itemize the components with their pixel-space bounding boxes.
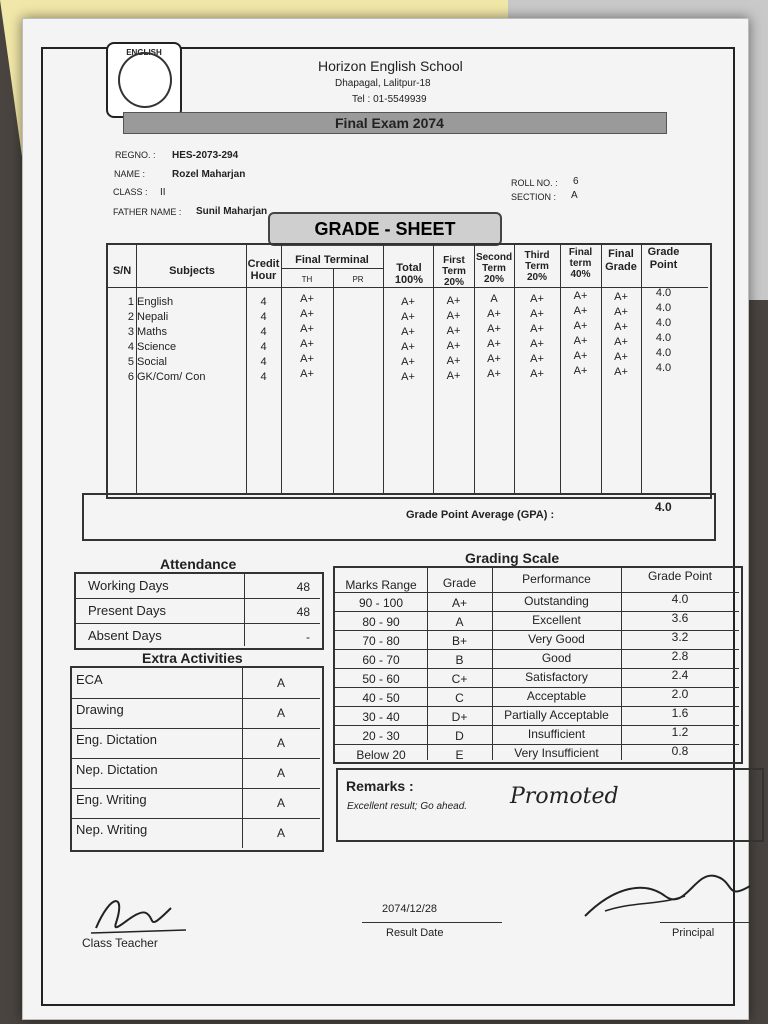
scale-row-performance: Acceptable	[526, 689, 587, 703]
extra-row-value: A	[276, 766, 285, 780]
name-label: NAME :	[114, 169, 146, 179]
row-final-grade: A+	[614, 306, 628, 318]
scale-row-performance: Very Good	[528, 632, 585, 646]
exam-title: Final Exam 2074	[335, 115, 444, 131]
row-subject: Science	[137, 341, 177, 353]
extra-row-value: A	[276, 826, 285, 840]
row-subject: Social	[137, 356, 167, 368]
scale-col-performance: Performance	[522, 572, 591, 586]
col-second-term: Second Term 20%	[475, 252, 513, 285]
school-name: Horizon English School	[318, 58, 463, 74]
row-first-term: A+	[446, 325, 461, 337]
row-second-term: A	[490, 293, 498, 305]
school-logo: ENGLISH	[106, 42, 182, 118]
extra-activities-title: Extra Activities	[142, 650, 243, 666]
row-subject: GK/Com/ Con	[137, 371, 206, 383]
row-total: A+	[401, 311, 415, 323]
row-total: A+	[401, 326, 415, 338]
scale-row-grade: C+	[451, 672, 468, 686]
result-date: 2074/12/28	[382, 903, 438, 915]
scale-row-grade: B	[455, 653, 464, 667]
scale-row-grade: A+	[451, 596, 467, 610]
scale-row-marks: Below 20	[356, 748, 406, 762]
regno-value: HES-2073-294	[172, 150, 239, 161]
row-final-term: A+	[573, 335, 588, 347]
grading-scale-title: Grading Scale	[465, 550, 560, 566]
scale-row-grade: C	[455, 691, 464, 705]
attendance-title: Attendance	[160, 556, 237, 572]
scale-row-marks: 50 - 60	[362, 672, 400, 686]
row-final-grade: A+	[614, 321, 628, 333]
extra-row-label: Nep. Writing	[76, 822, 148, 837]
row-third-term: A+	[530, 338, 544, 350]
gpa-label: Grade Point Average (GPA) :	[406, 509, 555, 521]
roll-label: ROLL NO. :	[511, 178, 558, 188]
extra-row-label: Eng. Writing	[76, 792, 147, 807]
row-credit: 4	[260, 311, 267, 323]
gpa-value: 4.0	[655, 500, 672, 514]
row-total: A+	[401, 296, 415, 308]
row-subject: English	[137, 296, 174, 308]
col-credit-hour: Credit Hour	[247, 258, 280, 282]
extra-row-value: A	[276, 796, 285, 810]
scale-row-marks: 30 - 40	[362, 710, 400, 724]
scale-row-marks: 70 - 80	[362, 634, 400, 648]
extra-row-divider	[72, 818, 320, 819]
section-label: SECTION :	[511, 192, 557, 202]
scale-row-marks: 90 - 100	[358, 596, 404, 610]
row-sn: 3	[127, 326, 134, 338]
grade-sheet-title: GRADE - SHEET	[268, 212, 502, 246]
principal-signature	[575, 856, 755, 926]
row-th: A+	[300, 293, 314, 305]
row-th: A+	[300, 338, 314, 350]
row-grade-point: 4.0	[655, 302, 672, 314]
school-address: Dhapagal, Lalitpur-18	[335, 78, 431, 89]
row-th: A+	[300, 368, 314, 380]
extra-row-divider	[72, 788, 320, 789]
scale-col-marks: Marks Range	[345, 578, 417, 592]
row-second-term: A+	[487, 368, 501, 380]
scale-row-grade: B+	[451, 634, 467, 648]
scale-row-marks: 60 - 70	[362, 653, 400, 667]
row-total: A+	[401, 356, 415, 368]
row-th: A+	[300, 353, 314, 365]
gpa-row	[82, 493, 716, 541]
scale-row-grade: A	[455, 615, 464, 629]
row-first-term: A+	[446, 355, 461, 367]
scale-row-gp: 2.4	[671, 668, 689, 682]
row-credit: 4	[260, 356, 267, 368]
col-final-grade: Final Grade	[605, 248, 637, 273]
scale-row-gp: 3.6	[671, 611, 689, 625]
row-th: A+	[300, 308, 314, 320]
row-third-term: A+	[530, 293, 544, 305]
attendance-row-label: Working Days	[88, 578, 169, 593]
extra-row-value: A	[276, 706, 285, 720]
row-subject: Nepali	[137, 311, 169, 323]
row-sn: 4	[127, 341, 134, 353]
extra-row-value: A	[276, 676, 285, 690]
row-credit: 4	[260, 341, 267, 353]
class-label: CLASS :	[113, 187, 148, 197]
remarks-handwritten: Promoted	[510, 784, 619, 809]
col-grade-point: Grade Point	[647, 246, 680, 271]
attendance-row-value: 48	[296, 580, 310, 594]
father-label: FATHER NAME :	[113, 207, 182, 217]
row-final-grade: A+	[614, 291, 628, 303]
attendance-row-value: -	[306, 630, 310, 644]
regno-label: REGNO. :	[115, 150, 156, 160]
scale-row-gp: 2.0	[671, 687, 689, 701]
row-second-term: A+	[487, 323, 501, 335]
scale-row-grade: D+	[451, 710, 468, 724]
remarks-text: Excellent result; Go ahead.	[347, 801, 468, 812]
row-sn: 5	[127, 356, 134, 368]
result-date-label: Result Date	[386, 927, 444, 939]
scale-col-gp: Grade Point	[647, 569, 713, 583]
section-value: A	[571, 190, 578, 201]
row-grade-point: 4.0	[655, 332, 672, 344]
row-final-term: A+	[573, 290, 588, 302]
scale-col-grade: Grade	[442, 576, 477, 590]
extra-row-label: ECA	[76, 672, 103, 687]
row-grade-point: 4.0	[655, 362, 672, 374]
col-total: Total 100%	[394, 262, 424, 286]
scale-row-marks: 20 - 30	[362, 729, 400, 743]
row-credit: 4	[260, 296, 267, 308]
col-final-terminal: Final Terminal	[295, 254, 369, 266]
school-tel: Tel : 01-5549939	[352, 94, 427, 105]
row-first-term: A+	[446, 370, 461, 382]
col-first-term: First Term 20%	[442, 255, 466, 288]
row-sn: 1	[127, 296, 134, 308]
row-final-term: A+	[573, 365, 588, 377]
scale-row-gp: 0.8	[671, 744, 689, 758]
row-first-term: A+	[446, 295, 461, 307]
scale-row-gp: 4.0	[671, 592, 689, 606]
scale-row-performance: Insufficient	[527, 727, 586, 741]
class-teacher-label: Class Teacher	[82, 936, 158, 950]
col-subjects: Subjects	[169, 265, 215, 277]
class-value: II	[160, 187, 166, 198]
extra-row-label: Nep. Dictation	[76, 762, 158, 777]
row-grade-point: 4.0	[655, 287, 672, 299]
scale-row-performance: Partially Acceptable	[504, 708, 609, 722]
row-third-term: A+	[530, 353, 544, 365]
scale-row-gp: 1.2	[671, 725, 689, 739]
extra-row-label: Eng. Dictation	[76, 732, 157, 747]
scale-row-performance: Satisfactory	[525, 670, 588, 684]
extra-row-label: Drawing	[76, 702, 124, 717]
scale-row-gp: 2.8	[671, 649, 689, 663]
scale-row-performance: Outstanding	[524, 594, 589, 608]
row-subject: Maths	[137, 326, 167, 338]
extra-row-divider	[72, 758, 320, 759]
scale-row-performance: Good	[541, 651, 572, 665]
row-third-term: A+	[530, 323, 544, 335]
row-credit: 4	[260, 371, 267, 383]
col-pr: PR	[352, 275, 364, 284]
attendance-row-label: Absent Days	[88, 628, 162, 643]
roll-value: 6	[573, 176, 579, 187]
attendance-row-value: 48	[296, 605, 310, 619]
extra-row-divider	[72, 698, 320, 699]
row-total: A+	[401, 341, 415, 353]
row-second-term: A+	[487, 353, 501, 365]
row-first-term: A+	[446, 310, 461, 322]
row-th: A+	[300, 323, 314, 335]
col-th: TH	[301, 275, 313, 284]
attendance-row-label: Present Days	[88, 603, 167, 618]
scale-row-grade: D	[455, 729, 464, 743]
scale-row-marks: 80 - 90	[362, 615, 400, 629]
col-third-term: Third Term 20%	[524, 250, 550, 283]
scale-row-marks: 40 - 50	[362, 691, 400, 705]
scale-row-gp: 3.2	[671, 630, 689, 644]
row-final-grade: A+	[614, 351, 628, 363]
row-final-term: A+	[573, 320, 588, 332]
row-sn: 6	[127, 371, 134, 383]
extra-row-value: A	[276, 736, 285, 750]
col-sn: S/N	[112, 265, 132, 277]
row-credit: 4	[260, 326, 267, 338]
remarks-title: Remarks :	[346, 778, 414, 794]
scale-row-performance: Excellent	[532, 613, 581, 627]
col-final-term: Final term 40%	[568, 247, 593, 280]
row-final-grade: A+	[614, 366, 628, 378]
scale-row-grade: E	[455, 748, 464, 762]
row-second-term: A+	[487, 308, 501, 320]
row-second-term: A+	[487, 338, 501, 350]
name-value: Rozel Maharjan	[172, 169, 246, 180]
father-value: Sunil Maharjan	[196, 206, 268, 217]
row-final-term: A+	[573, 305, 588, 317]
row-grade-point: 4.0	[655, 347, 672, 359]
principal-label: Principal	[672, 927, 715, 939]
row-third-term: A+	[530, 308, 544, 320]
scale-row-gp: 1.6	[671, 706, 689, 720]
row-final-grade: A+	[614, 336, 628, 348]
scale-row-performance: Very Insufficient	[514, 746, 599, 760]
row-final-term: A+	[573, 350, 588, 362]
row-sn: 2	[127, 311, 134, 323]
row-first-term: A+	[446, 340, 461, 352]
row-grade-point: 4.0	[655, 317, 672, 329]
row-third-term: A+	[530, 368, 544, 380]
row-total: A+	[401, 371, 415, 383]
extra-row-divider	[72, 728, 320, 729]
